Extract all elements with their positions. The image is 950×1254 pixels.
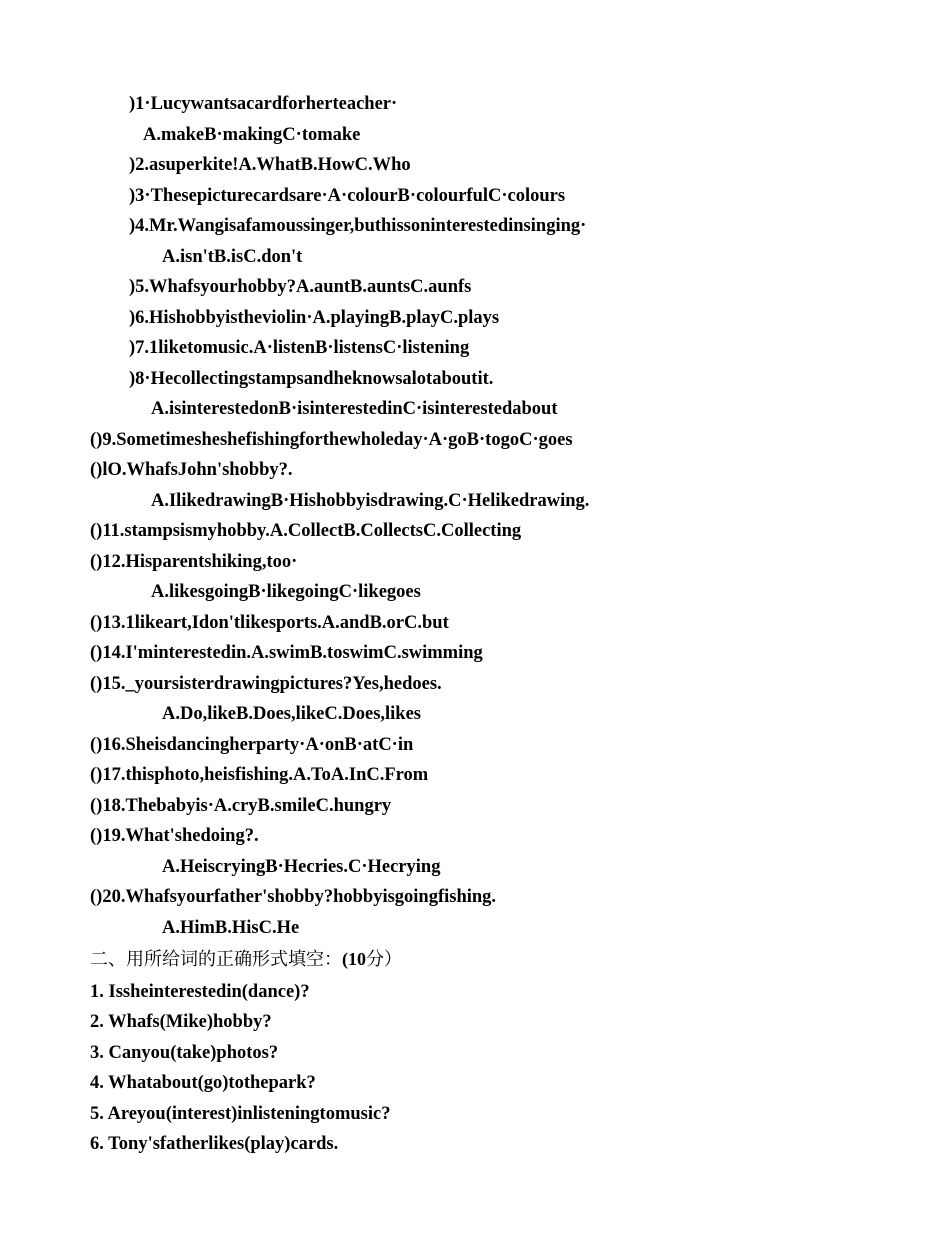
- fill-item-5: 5. Areyou(interest)inlisteningtomusic?: [90, 1104, 391, 1124]
- question-11: ()11.stampsismyhobby.A.CollectB.CollectsC.Collecting: [90, 521, 522, 541]
- question-8: )8·Hecollectingstampsandheknowsalotaboutit.: [129, 369, 494, 389]
- question-1-options: A.makeB·makingC·tomake: [143, 125, 361, 145]
- question-5: )5.Whafsyourhobby?A.auntB.auntsC.aunfs: [129, 277, 472, 297]
- question-20: ()20.Whafsyourfather'shobby?hobbyisgoingfishing.: [90, 887, 497, 907]
- question-8-options: A.isinterestedonB·isinterestedinC·isinterestedabout: [151, 399, 558, 419]
- section-2-title: 二、用所给词的正确形式填空：: [90, 949, 342, 970]
- question-19-options: A.HeiscryingB·Hecries.C·Hecrying: [162, 857, 441, 877]
- question-6: )6.Hishobbyistheviolin·A.playingB.playC.plays: [129, 308, 500, 328]
- question-2: )2.asuperkite!A.WhatB.HowC.Who: [129, 155, 411, 175]
- question-12: ()12.Hisparentshiking,too·: [90, 552, 298, 572]
- question-17: ()17.thisphoto,heisfishing.A.ToA.InC.From: [90, 765, 429, 785]
- question-9: ()9.Sometimesheshefishingforthewholeday·A·goB·togoC·goes: [90, 430, 573, 450]
- question-15-options: A.Do,likeB.Does,likeC.Does,likes: [162, 704, 421, 724]
- fill-item-3: 3. Canyou(take)photos?: [90, 1043, 279, 1063]
- question-19: ()19.What'shedoing?.: [90, 826, 259, 846]
- question-7: )7.1liketomusic.A·listenB·listensC·listening: [129, 338, 470, 358]
- fill-item-1: 1. Issheinterestedin(dance)?: [90, 982, 310, 1002]
- section-2-heading: [90, 948, 402, 971]
- section-2-points-suffix: 分）: [366, 949, 402, 970]
- question-13: ()13.1likeart,Idon'tlikesports.A.andB.orC.but: [90, 613, 449, 633]
- question-3: )3·Thesepicturecardsare·A·colourB·colourfulC·colours: [129, 186, 566, 206]
- question-16: ()16.Sheisdancingherparty·A·onB·atC·in: [90, 735, 414, 755]
- question-10-options: A.IlikedrawingB·Hishobbyisdrawing.C·Helikedrawing.: [151, 491, 590, 511]
- section-2-points: (10: [342, 949, 366, 969]
- question-4: )4.Mr.Wangisafamoussinger,buthissoninterestedinsinging·: [129, 216, 587, 236]
- fill-item-2: 2. Whafs(Mike)hobby?: [90, 1012, 272, 1032]
- question-12-options: A.likesgoingB·likegoingC·likegoes: [151, 582, 421, 602]
- question-14: ()14.I'minterestedin.A.swimB.toswimC.swimming: [90, 643, 483, 663]
- question-20-options: A.HimB.HisC.He: [162, 918, 300, 938]
- question-18: ()18.Thebabyis·A.cryB.smileC.hungry: [90, 796, 392, 816]
- question-1: )1·Lucywantsacardforherteacher·: [129, 94, 398, 114]
- fill-item-4: 4. Whatabout(go)tothepark?: [90, 1073, 316, 1093]
- question-4-options: A.isn'tB.isC.don't: [162, 247, 303, 267]
- question-15: ()15._yoursisterdrawingpictures?Yes,hedoes.: [90, 674, 442, 694]
- fill-item-6: 6. Tony'sfatherlikes(play)cards.: [90, 1134, 339, 1154]
- question-10: ()lO.WhafsJohn'shobby?.: [90, 460, 293, 480]
